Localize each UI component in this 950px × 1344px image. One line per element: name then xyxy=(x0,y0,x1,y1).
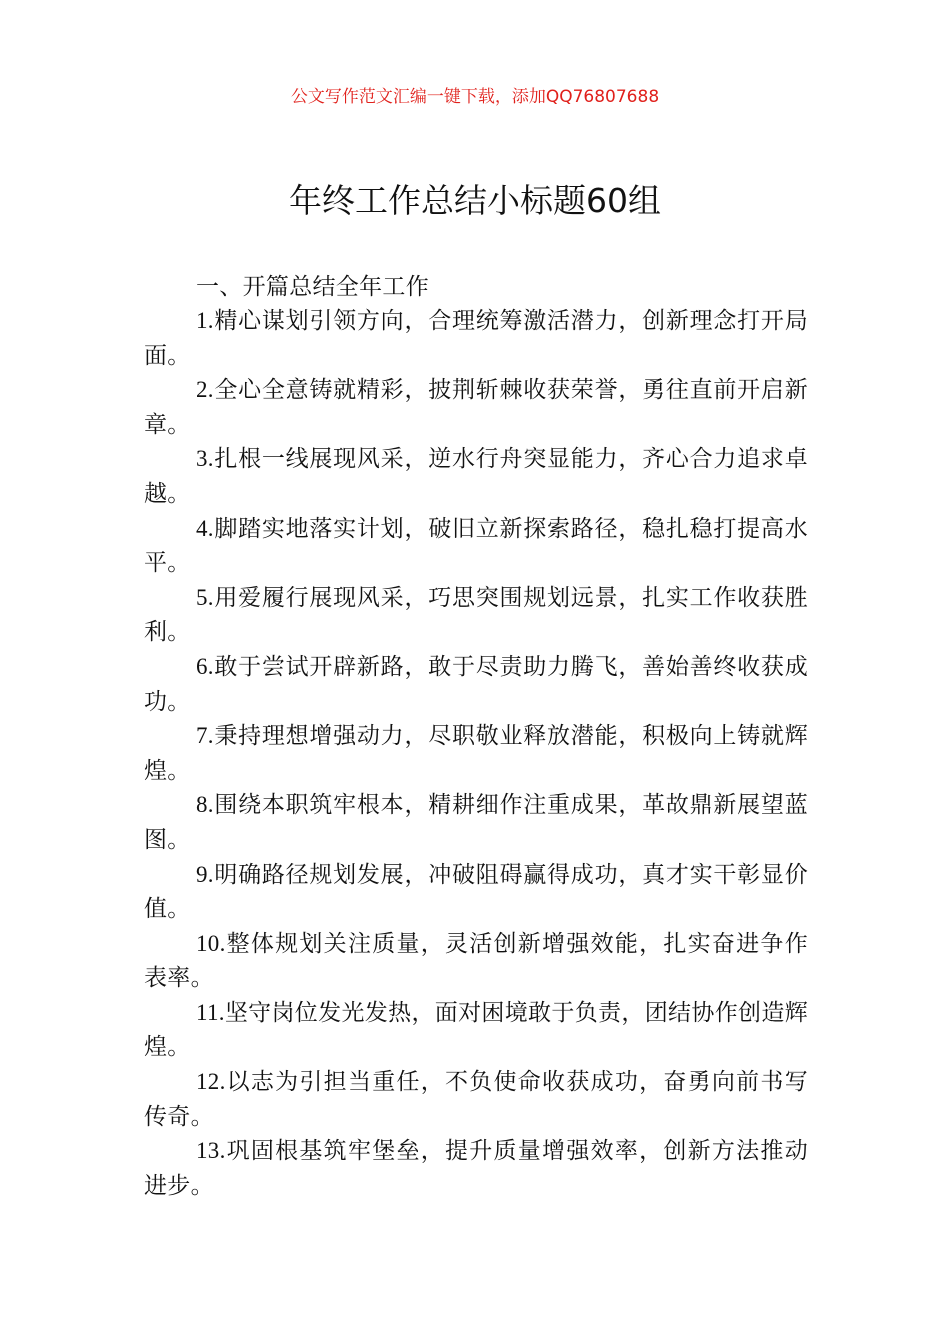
section-heading: 一、开篇总结全年工作 xyxy=(196,274,429,300)
item-number: 4. xyxy=(196,515,214,541)
list-item xyxy=(144,996,808,1065)
item-number: 9. xyxy=(196,861,214,887)
item-text: 巩固根基筑牢堡垒，提升质量增强效率，创新方法推动进步。 xyxy=(144,1138,808,1199)
list-item xyxy=(144,442,808,511)
item-text: 秉持理想增强动力，尽职敬业释放潜能，积极向上铸就辉煌。 xyxy=(144,723,808,784)
item-text: 围绕本职筑牢根本，精耕细作注重成果，革故鼎新展望蓝图。 xyxy=(144,792,808,853)
list-item xyxy=(144,858,808,927)
item-number: 11. xyxy=(196,999,225,1025)
download-notice: 公文写作范文汇编一键下载，添加QQ76807688 xyxy=(290,87,660,107)
item-number: 5. xyxy=(196,584,214,610)
item-number: 10. xyxy=(196,930,226,956)
item-number: 2. xyxy=(196,377,214,403)
list-item xyxy=(144,650,808,719)
item-text: 敢于尝试开辟新路，敢于尽责助力腾飞，善始善终收获成功。 xyxy=(144,653,808,715)
item-number: 6. xyxy=(196,653,214,679)
item-number: 12. xyxy=(196,1069,226,1095)
list-item xyxy=(144,927,808,996)
list-item xyxy=(144,788,808,857)
document-title: 年终工作总结小标题60组 xyxy=(289,181,661,220)
list-item xyxy=(144,1065,808,1134)
item-number: 7. xyxy=(196,723,214,749)
document-body xyxy=(144,270,808,1203)
list-item xyxy=(144,719,808,788)
item-number: 1. xyxy=(196,308,214,333)
list-item xyxy=(144,1134,808,1203)
item-number: 8. xyxy=(196,792,214,818)
item-text: 明确路径规划发展，冲破阻碍赢得成功，真才实干彰显价值。 xyxy=(144,861,808,923)
item-text: 全心全意铸就精彩，披荆斩棘收获荣誉，勇往直前开启新章。 xyxy=(144,377,808,438)
list-item xyxy=(144,581,808,650)
list-item xyxy=(144,373,808,442)
list-item xyxy=(144,512,808,581)
item-text: 用爱履行展现风采，巧思突围规划远景，扎实工作收获胜利。 xyxy=(144,584,808,646)
item-number: 3. xyxy=(196,446,214,472)
item-number: 13. xyxy=(196,1138,226,1164)
item-text: 扎根一线展现风采，逆水行舟突显能力，齐心合力追求卓越。 xyxy=(144,446,808,507)
item-text: 脚踏实地落实计划，破旧立新探索路径，稳扎稳打提高水平。 xyxy=(144,515,808,577)
item-text: 坚守岗位发光发热，面对困境敢于负责，团结协作创造辉煌。 xyxy=(144,999,808,1061)
item-text: 精心谋划引领方向，合理统筹激活潜力，创新理念打开局面。 xyxy=(144,308,808,369)
list-item xyxy=(144,304,808,373)
item-text: 以志为引担当重任，不负使命收获成功，奋勇向前书写传奇。 xyxy=(144,1069,808,1130)
item-text: 整体规划关注质量，灵活创新增强效能，扎实奋进争作表率。 xyxy=(144,930,808,992)
